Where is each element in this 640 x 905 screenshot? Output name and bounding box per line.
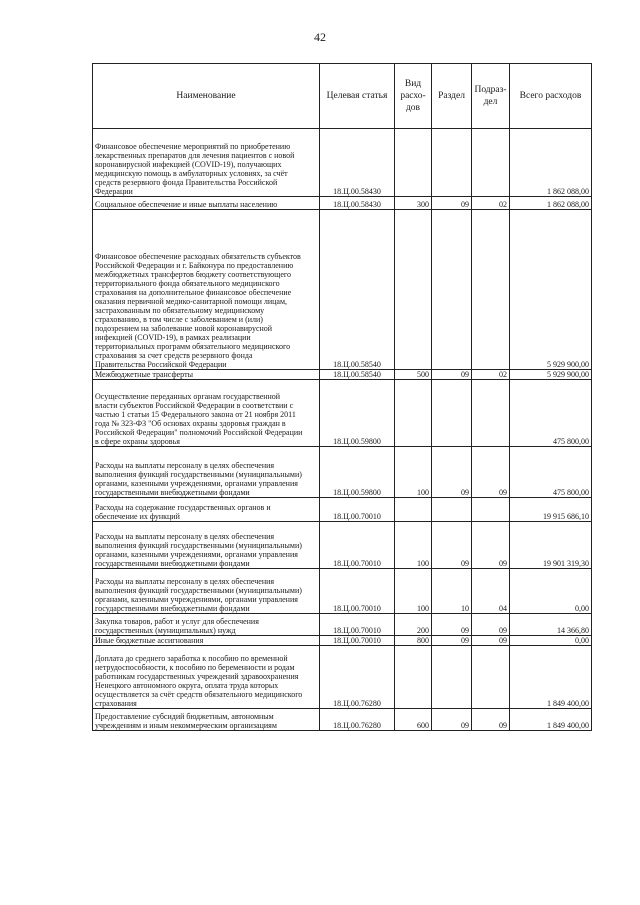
row-name: Закупка товаров, работ и услуг для обеспечения государственных (муниципальных) нужд: [93, 614, 320, 636]
row-expense-type: 300: [395, 197, 432, 210]
page-number: 42: [314, 30, 326, 44]
row-expense-type: 500: [395, 370, 432, 380]
row-total: 5 929 900,00: [510, 370, 592, 380]
row-total: 1 849 400,00: [510, 646, 592, 709]
row-subsection: 09: [472, 636, 510, 646]
row-section: [432, 646, 472, 709]
row-subsection: [472, 129, 510, 197]
row-total: 0,00: [510, 636, 592, 646]
row-name: Расходы на выплаты персоналу в целях обеспечения выполнения функций государственными (муниципальными) органами, казенными учреждениями, органами управления государственными внебюджетными фондами: [93, 447, 320, 498]
row-expense-type: [395, 210, 432, 370]
row-section: 09: [432, 614, 472, 636]
row-subsection: 02: [472, 370, 510, 380]
header-subsection: Подраз-дел: [472, 64, 510, 129]
row-section: 09: [432, 447, 472, 498]
row-section: 10: [432, 569, 472, 614]
row-name: Расходы на содержание государственных органов и обеспечение их функций: [93, 498, 320, 522]
row-total: 14 366,80: [510, 614, 592, 636]
row-section: 09: [432, 197, 472, 210]
row-target-article: 18.Ц.00.59800: [320, 447, 395, 498]
row-expense-type: [395, 646, 432, 709]
row-total: 19 901 319,30: [510, 522, 592, 569]
row-target-article: 18.Ц.00.70010: [320, 636, 395, 646]
row-section: 09: [432, 636, 472, 646]
row-target-article: 18.Ц.00.70010: [320, 498, 395, 522]
row-total: 475 800,00: [510, 447, 592, 498]
row-expense-type: [395, 498, 432, 522]
row-name: Финансовое обеспечение мероприятий по приобретению лекарственных препаратов для лечения пациентов с новой коронавирусной инфекцией (COVID-19), получающих медицинскую помощь в амбулаторных условиях, за счёт средств резервного фонда Правительства Российской Федерации: [93, 129, 320, 197]
row-subsection: 04: [472, 569, 510, 614]
row-subsection: [472, 380, 510, 447]
table-row: [93, 370, 592, 380]
row-total: 1 849 400,00: [510, 709, 592, 731]
row-name: Межбюджетные трансферты: [93, 370, 320, 380]
row-name: Иные бюджетные ассигнования: [93, 636, 320, 646]
row-target-article: 18.Ц.00.58430: [320, 129, 395, 197]
row-expense-type: 100: [395, 447, 432, 498]
row-section: [432, 380, 472, 447]
row-expense-type: 800: [395, 636, 432, 646]
row-name: Финансовое обеспечение расходных обязательств субъектов Российской Федерации и г. Байконура по предоставлению межбюджетных трансфертов бюджету соответствующего территориального фонда обязательного медицинского страхования на дополнительное финансовое обеспечение оказания первичной медико-санитарной помощи лицам, застрахованным по обязательному медицинскому страхованию, в том числе с заболеванием и (или) подозрением на заболевание новой коронавирусной инфекцией (COVID-19), в рамках реализации территориальных программ обязательного медицинского страхования за счет средств резервного фонда Правительства Российской Федерации: [93, 210, 320, 370]
row-name: Расходы на выплаты персоналу в целях обеспечения выполнения функций государственными (муниципальными) органами, казенными учреждениями, органами управления государственными внебюджетными фондами: [93, 522, 320, 569]
row-total: 1 862 088,00: [510, 197, 592, 210]
table-row: [93, 197, 592, 210]
table-row: [93, 569, 592, 614]
row-target-article: 18.Ц.00.70010: [320, 522, 395, 569]
budget-table: [92, 63, 592, 731]
row-expense-type: 600: [395, 709, 432, 731]
row-name: Осуществление переданных органам государственной власти субъектов Российской Федерации в соответствии с частью 1 статьи 15 Федерального закона от 21 ноября 2011 года № 323-ФЗ "Об основах охраны здоровья граждан в Российской Федерации" полномочий Российской Федерации в сфере охраны здоровья: [93, 380, 320, 447]
row-name: Социальное обеспечение и иные выплаты населению: [93, 197, 320, 210]
row-target-article: 18.Ц.00.70010: [320, 614, 395, 636]
row-target-article: 18.Ц.00.59800: [320, 380, 395, 447]
row-total: 0,00: [510, 569, 592, 614]
row-subsection: 09: [472, 709, 510, 731]
row-target-article: 18.Ц.00.58540: [320, 370, 395, 380]
header-section: Раздел: [432, 64, 472, 129]
row-target-article: 18.Ц.00.76280: [320, 646, 395, 709]
header-expense-type: Вид расхо-дов: [395, 64, 432, 129]
row-target-article: 18.Ц.00.58540: [320, 210, 395, 370]
header-name: Наименование: [93, 64, 320, 129]
row-subsection: [472, 646, 510, 709]
row-total: 19 915 686,10: [510, 498, 592, 522]
table-row: [93, 447, 592, 498]
row-subsection: [472, 498, 510, 522]
table-header-row: [93, 64, 592, 129]
row-section: [432, 129, 472, 197]
row-expense-type: 100: [395, 569, 432, 614]
row-expense-type: [395, 380, 432, 447]
row-name: Доплата до среднего заработка к пособию по временной нетрудоспособности, к пособию по беременности и родам работникам государственных учреждений здравоохранения Ненецкого автономного округа, оплата труда которых осуществляется за счёт средств обязательного медицинского страхования: [93, 646, 320, 709]
table-row: [93, 709, 592, 731]
row-total: 475 800,00: [510, 380, 592, 447]
table-row: [93, 522, 592, 569]
row-target-article: 18.Ц.00.76280: [320, 709, 395, 731]
row-subsection: 09: [472, 447, 510, 498]
row-expense-type: 100: [395, 522, 432, 569]
row-expense-type: [395, 129, 432, 197]
row-section: [432, 210, 472, 370]
row-section: 09: [432, 709, 472, 731]
table-row: [93, 380, 592, 447]
header-total: Всего расходов: [510, 64, 592, 129]
row-section: [432, 498, 472, 522]
table-row: [93, 646, 592, 709]
row-total: 5 929 900,00: [510, 210, 592, 370]
row-subsection: [472, 210, 510, 370]
row-target-article: 18.Ц.00.70010: [320, 569, 395, 614]
row-name: Предоставление субсидий бюджетным, автономным учреждениям и иным некоммерческим организациям: [93, 709, 320, 731]
table-row: [93, 498, 592, 522]
row-target-article: 18.Ц.00.58430: [320, 197, 395, 210]
table-row: [93, 636, 592, 646]
row-subsection: 09: [472, 522, 510, 569]
row-total: 1 862 088,00: [510, 129, 592, 197]
row-subsection: 02: [472, 197, 510, 210]
table-row: [93, 129, 592, 197]
row-section: 09: [432, 522, 472, 569]
table-row: [93, 210, 592, 370]
row-subsection: 09: [472, 614, 510, 636]
row-section: 09: [432, 370, 472, 380]
row-expense-type: 200: [395, 614, 432, 636]
table-row: [93, 614, 592, 636]
row-name: Расходы на выплаты персоналу в целях обеспечения выполнения функций государственными (муниципальными) органами, казенными учреждениями, органами управления государственными внебюджетными фондами: [93, 569, 320, 614]
header-target-article: Целевая статья: [320, 64, 395, 129]
